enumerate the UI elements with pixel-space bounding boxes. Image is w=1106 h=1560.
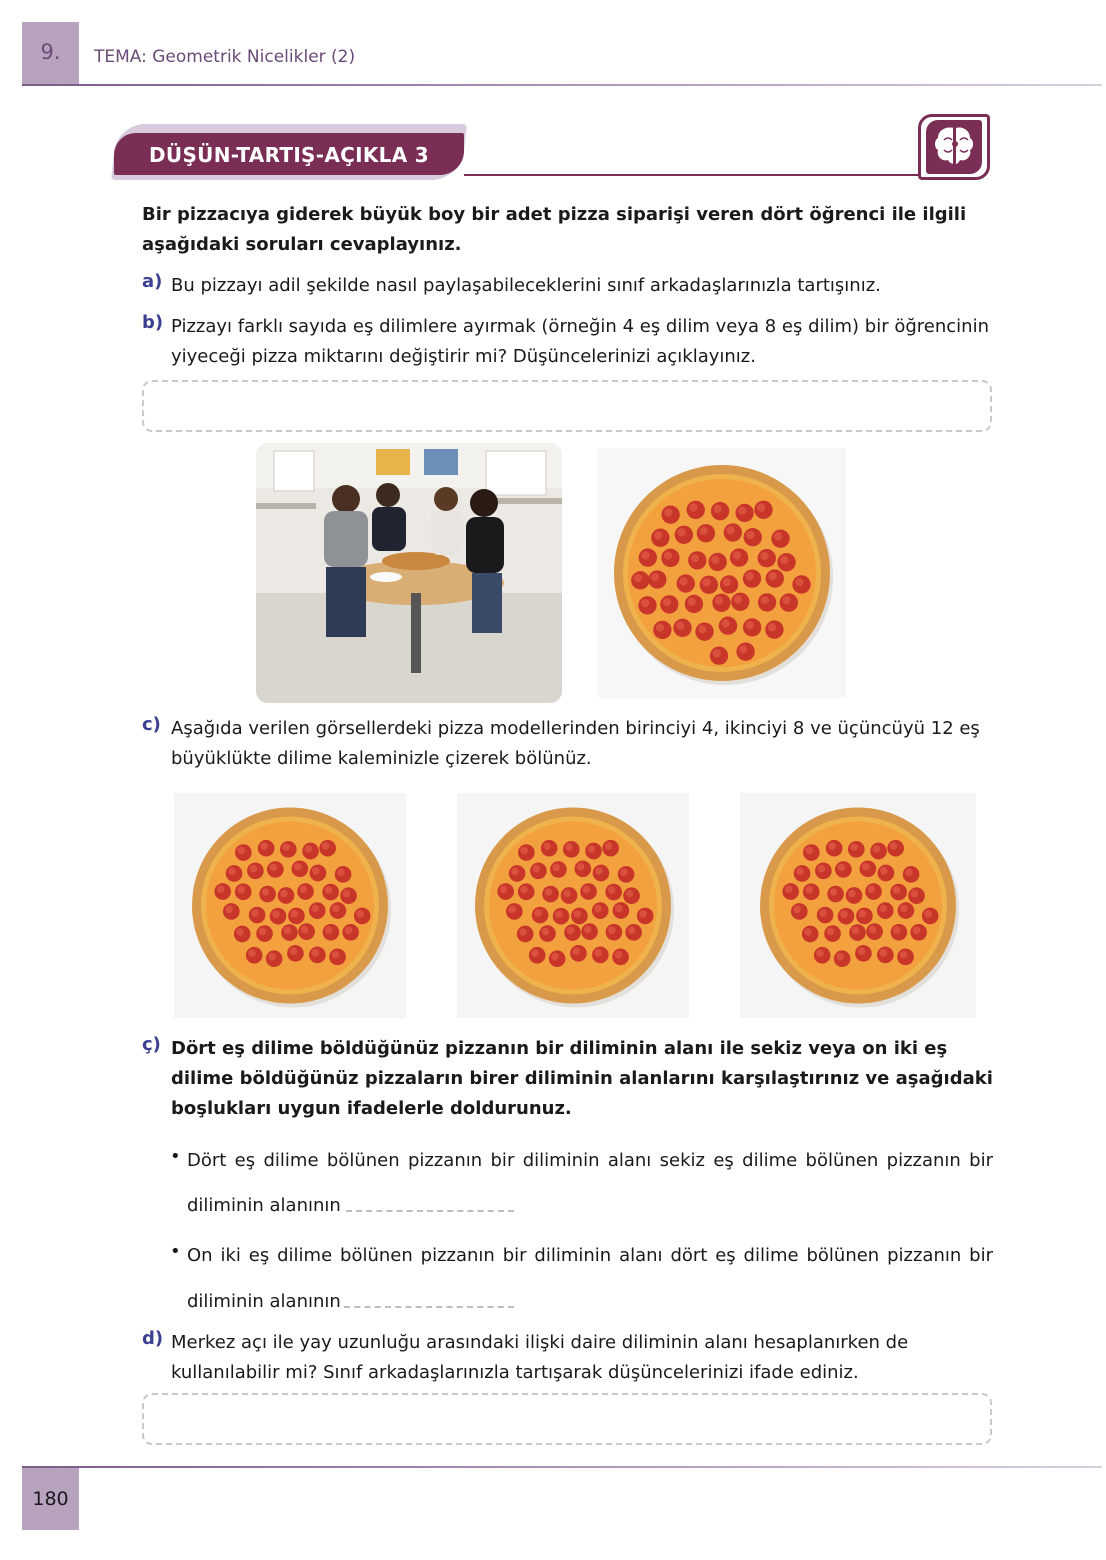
bullet-2-text: On iki eş dilime bölünen pizzanın bir diliminin alanı dört eş dilime bölünen pizzanın bir	[187, 1245, 993, 1266]
question-cc-text: Dört eş dilime böldüğünüz pizzanın bir diliminin alanı ile sekiz veya on iki eş dilime böldüğünüz pizzaların birer diliminin alanlarını karşılaştırınız ve aşağıdaki boşlukları uygun ifadelerle doldurunuz.	[171, 1038, 993, 1119]
bullet-2-blank[interactable]	[344, 1306, 514, 1308]
question-c-text: Aşağıda verilen görsellerdeki pizza modellerinden birinciyi 4, ikinciyi 8 ve üçüncüyü 12 eş büyüklükte dilime kaleminizle çizerek bölünüz.	[171, 718, 980, 769]
pizza-model-3[interactable]	[740, 793, 976, 1018]
answer-box-b[interactable]	[142, 380, 992, 432]
question-b-label: b)	[142, 312, 164, 333]
section-title: DÜŞÜN-TARTIŞ-AÇIKLA 3	[149, 143, 429, 167]
question-cc-label: ç)	[142, 1034, 161, 1055]
bullet-1-text: Dört eş dilime bölünen pizzanın bir diliminin alanı sekiz eş dilime bölünen pizzanın bir	[187, 1150, 993, 1171]
intro-text: Bir pizzacıya giderek büyük boy bir adet pizza siparişi veren dört öğrenci ile ilgili aşağıdaki soruları cevaplayınız.	[142, 204, 967, 255]
question-d-text: Merkez açı ile yay uzunluğu arasındaki ilişki daire diliminin alanı hesaplanırken de kullanılabilir mi? Sınıf arkadaşlarınızla tartışarak düşüncelerinizi ifade ediniz.	[171, 1332, 909, 1383]
bullet-1-tail: diliminin alanının	[187, 1195, 341, 1216]
question-b-text: Pizzayı farklı sayıda eş dilimlere ayırmak (örneğin 4 eş dilim veya 8 eş dilim) bir öğrencinin yiyeceği pizza miktarını değiştirir mi? Düşüncelerinizi açıklayınız.	[171, 316, 989, 367]
section-underline	[464, 174, 924, 176]
answer-box-d[interactable]	[142, 1393, 992, 1445]
header-divider	[22, 84, 1102, 86]
footer-divider	[22, 1466, 1102, 1468]
bullet-1-dot: •	[170, 1146, 181, 1167]
theme-title: TEMA: Geometrik Nicelikler (2)	[94, 47, 356, 67]
question-a-label: a)	[142, 271, 163, 292]
pizza-image-large	[598, 448, 846, 698]
bullet-1-blank[interactable]	[346, 1210, 514, 1212]
pizza-model-1[interactable]	[174, 793, 406, 1018]
unit-number: 9.	[40, 40, 61, 64]
page-number: 180	[32, 1488, 69, 1510]
bullet-2-dot: •	[170, 1241, 181, 1262]
brain-puzzle-icon	[926, 120, 982, 174]
students-eating-pizza-photo	[256, 443, 562, 703]
question-c-label: c)	[142, 714, 161, 735]
bullet-2-tail: diliminin alanının	[187, 1291, 341, 1312]
question-a-text: Bu pizzayı adil şekilde nasıl paylaşabileceklerini sınıf arkadaşlarınızla tartışınız.	[171, 275, 881, 296]
pizza-model-2[interactable]	[457, 793, 689, 1018]
question-d-label: d)	[142, 1328, 164, 1349]
